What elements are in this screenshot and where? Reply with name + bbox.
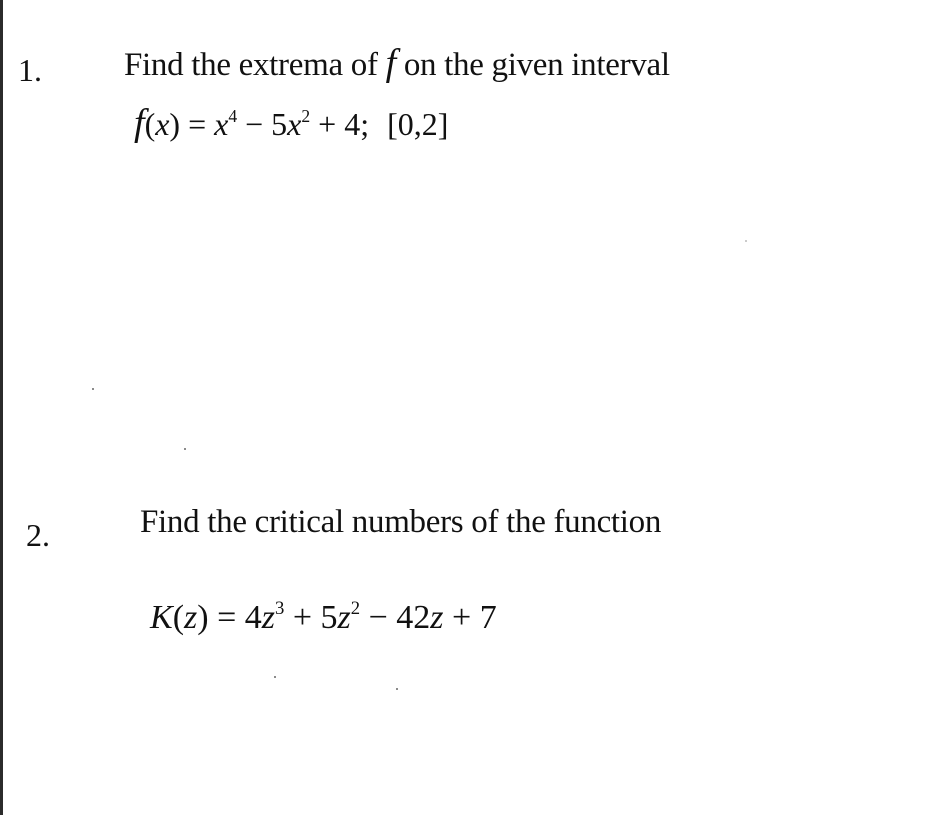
question-1-prompt-before: Find the extrema of	[124, 47, 378, 83]
eq2-t1-exp: 3	[275, 597, 285, 619]
eq2-plus: + 5	[284, 599, 338, 636]
eq2-t2-exp: 2	[350, 597, 361, 619]
scan-speck	[745, 240, 747, 242]
eq1-var: x	[155, 106, 170, 142]
eq2-minus: − 42	[360, 599, 431, 636]
question-1-prompt-after: on the given interval	[403, 47, 670, 83]
question-1-prompt-symbol: f	[385, 42, 396, 84]
eq2-t1-var: z	[261, 599, 275, 636]
eq1-interval: [0,2]	[387, 106, 449, 142]
eq1-close: )	[169, 106, 181, 142]
eq2-equals: = 4	[208, 599, 262, 636]
eq2-var: z	[184, 599, 198, 636]
eq1-t2-var: x	[287, 106, 302, 142]
question-2-equation	[150, 597, 497, 636]
scan-speck	[92, 388, 94, 390]
eq1-t1-exp: 4	[228, 105, 238, 126]
scan-speck	[396, 688, 398, 690]
question-1-number: 1.	[18, 52, 42, 88]
eq2-tail: + 7	[443, 599, 497, 636]
eq2-func: K	[150, 599, 173, 636]
eq1-tail: + 4;	[310, 106, 370, 142]
question-2-prompt: Find the critical numbers of the function	[140, 504, 662, 540]
eq1-t2-exp: 2	[301, 105, 311, 126]
question-2-number: 2.	[26, 517, 50, 553]
eq2-t3-var: z	[430, 599, 444, 636]
eq1-equals: =	[180, 106, 215, 142]
eq1-open: (	[144, 106, 156, 142]
eq1-t1-var: x	[214, 106, 229, 142]
question-1-prompt	[124, 44, 670, 82]
scan-speck	[184, 448, 186, 450]
eq1-func: f	[134, 102, 145, 144]
scan-edge	[0, 0, 3, 815]
eq2-t2-var: z	[337, 599, 351, 636]
question-1-equation	[134, 104, 448, 142]
scan-speck	[274, 676, 276, 678]
eq2-close: )	[197, 599, 209, 636]
eq1-minus: − 5	[237, 106, 288, 142]
eq2-open: (	[172, 599, 185, 636]
